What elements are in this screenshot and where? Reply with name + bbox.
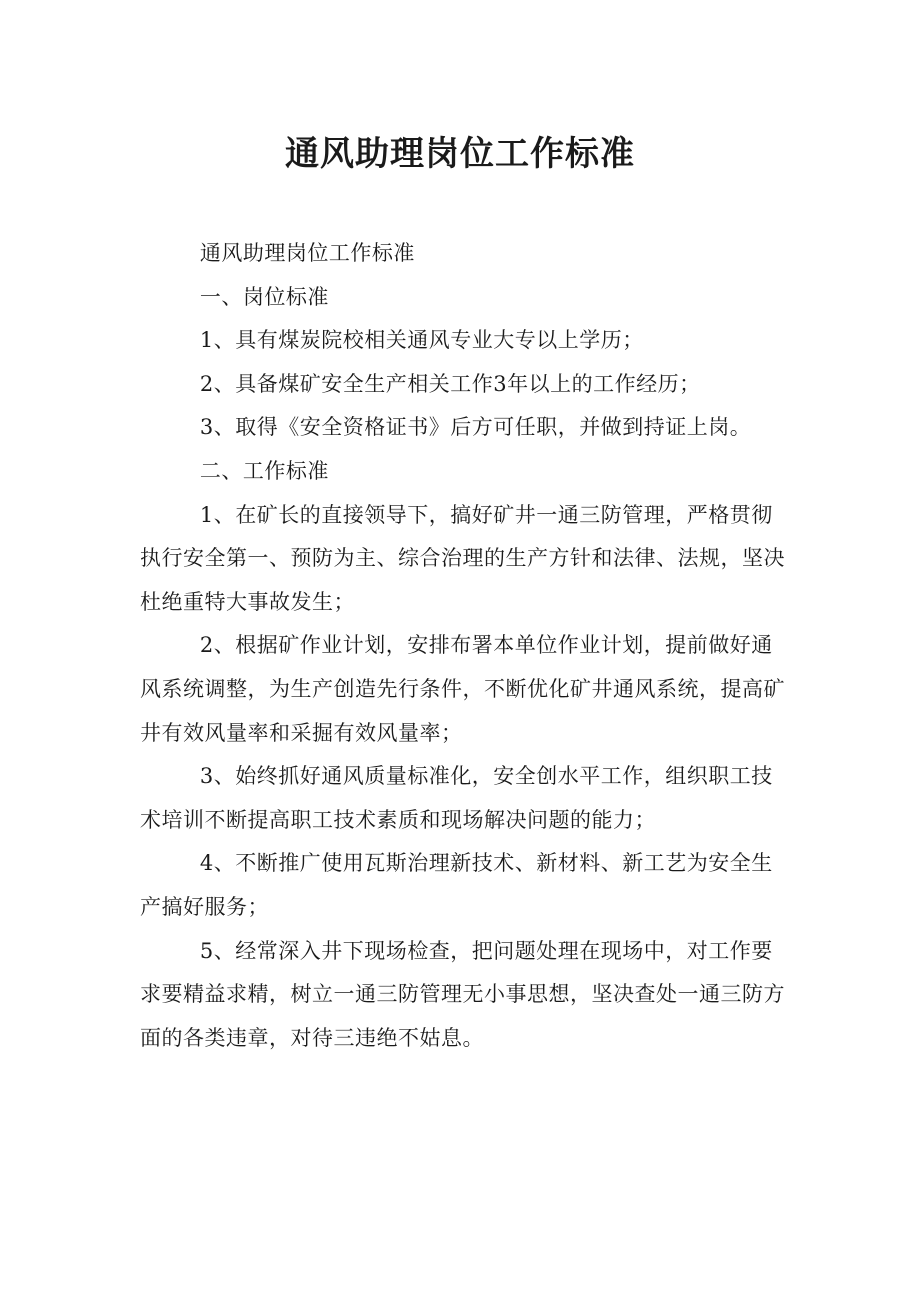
paragraph-duty-1: 1、在矿长的直接领导下，搞好矿井一通三防管理，严格贯彻执行安全第一、预防为主、综合治理的生产方针和法律、法规，坚决杜绝重特大事故发生；: [140, 502, 785, 614]
paragraph-duty-2: 2、根据矿作业计划，安排布署本单位作业计划，提前做好通风系统调整，为生产创造先行条件，不断优化矿井通风系统，提高矿井有效风量率和采掘有效风量率；: [140, 633, 785, 745]
paragraph-subtitle: 通风助理岗位工作标准: [199, 241, 415, 265]
paragraph-requirement-2: 2、具备煤矿安全生产相关工作3年以上的工作经历；: [199, 371, 701, 396]
section-heading-job-standard: 一、岗位标准: [199, 284, 329, 309]
paragraph-duty-3: 3、始终抓好通风质量标准化，安全创水平工作，组织职工技术培训不断提高职工技术素质和现场解决问题的能力；: [140, 764, 773, 832]
paragraph-requirement-1: 1、具有煤炭院校相关通风专业大专以上学历；: [199, 328, 644, 353]
section-heading-work-standard: 二、工作标准: [199, 458, 329, 483]
paragraph-duty-5: 5、经常深入井下现场检查，把问题处理在现场中，对工作要求要精益求精，树立一通三防管理无小事思想，坚决查处一通三防方面的各类违章，对待三违绝不姑息。: [140, 938, 785, 1050]
paragraph-duty-4: 4、不断推广使用瓦斯治理新技术、新材料、新工艺为安全生产搞好服务；: [140, 851, 773, 919]
document-title: 通风助理岗位工作标准: [285, 134, 635, 174]
paragraph-requirement-3: 3、取得《安全资格证书》后方可任职，并做到持证上岗。: [199, 415, 752, 440]
document-body: [140, 232, 790, 1060]
